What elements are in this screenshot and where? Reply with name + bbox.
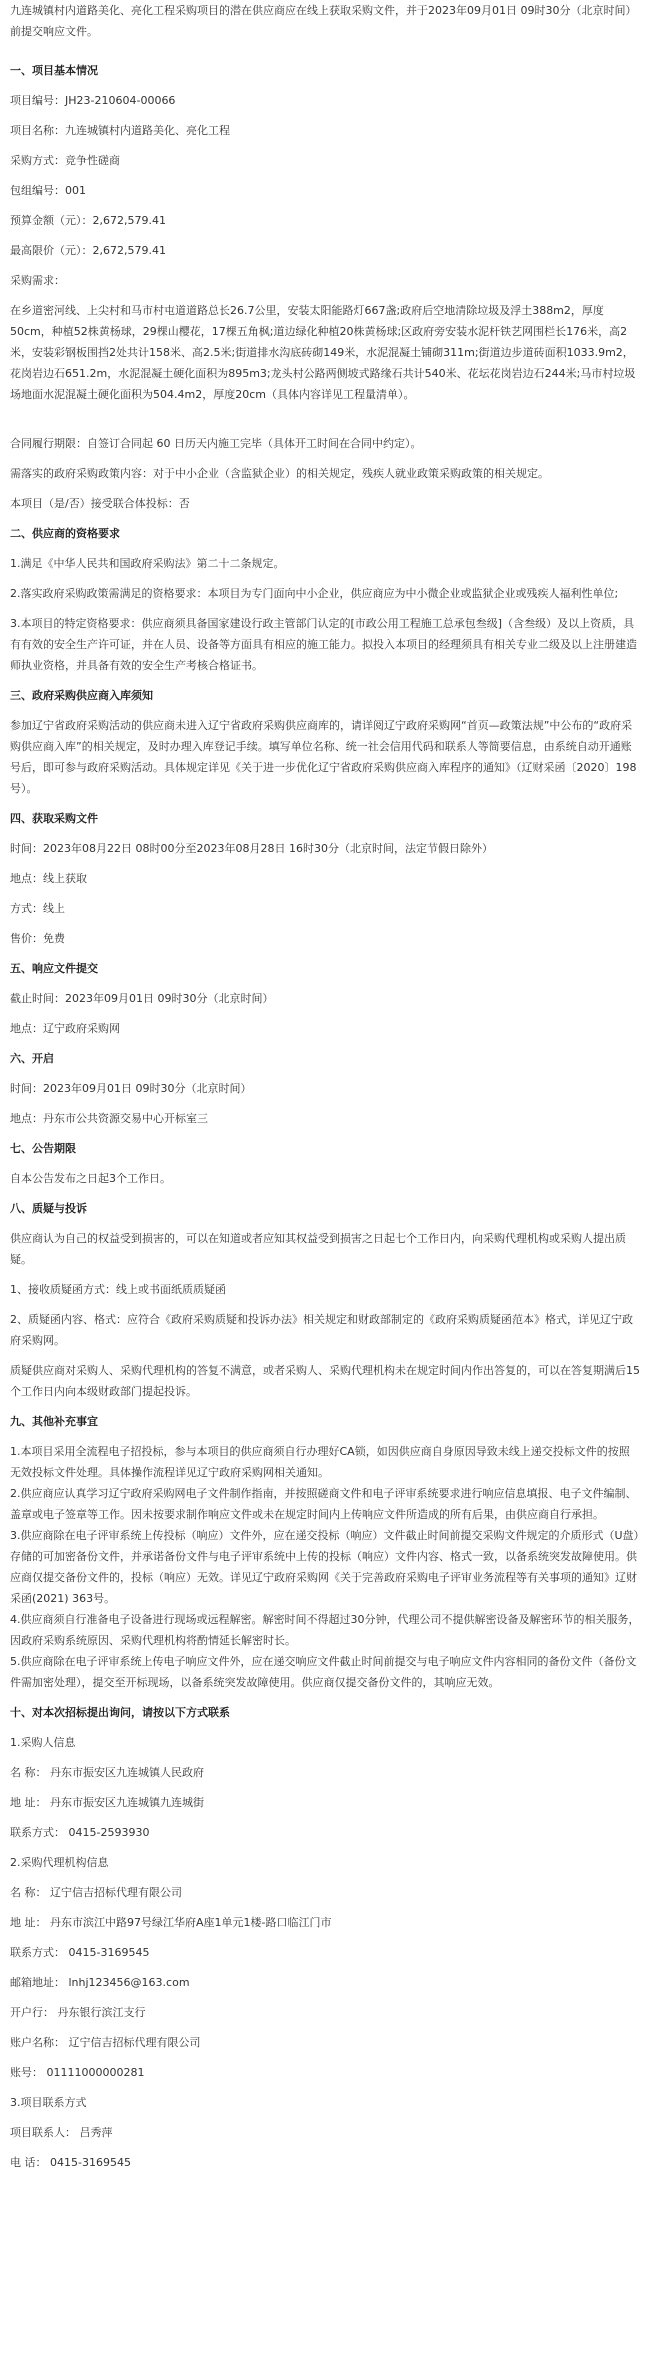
paragraph: 本项目（是/否）接受联合体投标：否 <box>10 497 190 510</box>
spacer <box>10 1351 640 1360</box>
paragraph: 售价：免费 <box>10 932 65 945</box>
spacer <box>10 1753 640 1762</box>
spacer <box>10 706 640 715</box>
spacer <box>10 1099 640 1108</box>
paragraph: 名 称： 丹东市振安区九连城镇人民政府 <box>10 1766 204 1779</box>
paragraph: 项目名称：九连城镇村内道路美化、亮化工程 <box>10 124 230 137</box>
spacer <box>10 1129 640 1138</box>
paragraph: 地点：辽宁政府采购网 <box>10 1022 120 1035</box>
spacer <box>10 1903 640 1912</box>
spacer <box>10 1159 640 1168</box>
spacer <box>10 171 640 180</box>
paragraph: 地 址： 丹东市振安区九连城镇九连城街 <box>10 1796 204 1809</box>
section-heading: 二、供应商的资格要求 <box>10 527 120 540</box>
spacer <box>10 889 640 898</box>
paragraph: 1.满足《中华人民共和国政府采购法》第二十二条规定。 <box>10 557 285 570</box>
spacer <box>10 1009 640 1018</box>
spacer <box>10 1813 640 1822</box>
paragraph: 时间：2023年09月01日 09时30分（北京时间） <box>10 1082 252 1095</box>
spacer <box>10 1723 640 1732</box>
section-heading: 五、响应文件提交 <box>10 962 98 975</box>
paragraph: 包组编号：001 <box>10 184 86 197</box>
spacer <box>10 2113 640 2122</box>
spacer <box>10 1189 640 1198</box>
paragraph: 联系方式： 0415-2593930 <box>10 1826 150 1839</box>
paragraph: 账户名称： 辽宁信吉招标代理有限公司 <box>10 2036 201 2049</box>
paragraph: 2.落实政府采购政策需满足的资格要求：本项目为专门面向中小企业，供应商应为中小微企业或监狱企业或残疾人福利性单位; <box>10 587 619 600</box>
spacer <box>10 454 640 463</box>
paragraph: 开户行： 丹东银行滨江支行 <box>10 2006 146 2019</box>
spacer <box>10 2023 640 2032</box>
spacer <box>10 1873 640 1882</box>
spacer <box>10 42 640 60</box>
paragraph: 最高限价（元）：2,672,579.41 <box>10 244 166 257</box>
paragraph: 5.供应商除在电子评审系统上传电子响应文件外，应在递交响应文件截止时间前提交与电子响应文件内容相同的备份文件（备份文件需加密处理），提交至开标现场，以备系统突发故障使用。供应商仅提交备份文件的，其响应无效。 <box>10 1655 637 1689</box>
paragraph: 1.采购人信息 <box>10 1736 76 1749</box>
spacer <box>10 1993 640 2002</box>
spacer <box>10 1219 640 1228</box>
spacer <box>10 405 640 433</box>
section-heading: 四、获取采购文件 <box>10 812 98 825</box>
spacer <box>10 1300 640 1309</box>
spacer <box>10 81 640 90</box>
spacer <box>10 1693 640 1702</box>
spacer <box>10 2053 640 2062</box>
paragraph: 自本公告发布之日起3个工作日。 <box>10 1172 171 1185</box>
paragraph: 时间：2023年08月22日 08时00分至2023年08月28日 16时30分（北京时间，法定节假日除外） <box>10 842 493 855</box>
paragraph: 地 址： 丹东市滨江中路97号绿江华府A座1单元1楼-路口临江门市 <box>10 1916 332 1929</box>
spacer <box>10 291 640 300</box>
paragraph: 合同履行期限：自签订合同起 60 日历天内施工完毕（具体开工时间在合同中约定）。 <box>10 437 422 450</box>
section-heading: 十、对本次招标提出询问，请按以下方式联系 <box>10 1706 230 1719</box>
paragraph: 项目联系人： 吕秀萍 <box>10 2126 113 2139</box>
paragraph: 供应商认为自己的权益受到损害的，可以在知道或者应知其权益受到损害之日起七个工作日内，向采购代理机构或采购人提出质疑。 <box>10 1232 626 1266</box>
spacer <box>10 1402 640 1411</box>
paragraph: 质疑供应商对采购人、采购代理机构的答复不满意，或者采购人、采购代理机构未在规定时间内作出答复的，可以在答复期满后15个工作日内向本级财政部门提起投诉。 <box>10 1364 640 1398</box>
spacer <box>10 1039 640 1048</box>
section-heading: 三、政府采购供应商入库须知 <box>10 689 153 702</box>
paragraph: 截止时间：2023年09月01日 09时30分（北京时间） <box>10 992 274 1005</box>
spacer <box>10 2083 640 2092</box>
spacer <box>10 514 640 523</box>
spacer <box>10 201 640 210</box>
spacer <box>10 799 640 808</box>
spacer <box>10 1933 640 1942</box>
paragraph: 账号： 01111000000281 <box>10 2066 145 2079</box>
paragraph: 4.供应商须自行准备电子设备进行现场或远程解密。解密时间不得超过30分钟，代理公司不提供解密设备及解密环节的相关服务，因政府采购系统原因、采购代理机构将酌情延长解密时长。 <box>10 1613 640 1647</box>
spacer <box>10 2143 640 2152</box>
spacer <box>10 1843 640 1852</box>
paragraph: 地点：丹东市公共资源交易中心开标室三 <box>10 1112 208 1125</box>
paragraph: 1.本项目采用全流程电子招投标，参与本项目的供应商须自行办理好CA锁，如因供应商自身原因导致未线上递交投标文件的按照无效投标文件处理。具体操作流程详见辽宁政府采购网相关通知。 <box>10 1445 630 1479</box>
spacer <box>10 604 640 613</box>
paragraph: 邮箱地址： lnhj123456@163.com <box>10 1976 190 1989</box>
spacer <box>10 231 640 240</box>
paragraph: 在乡道密河线、上尖村和马市村屯道道路总长26.7公里，安装太阳能路灯667盏;政府后空地清除垃圾及浮土388m2，厚度50cm，种植52株黄杨球，29棵山樱花，17棵五角枫;道边绿化种植20株黄杨球;区政府旁安装水泥杆铁艺网围栏长176米，高2米，安装彩钢板围挡2处共计158米、高2.5米;街道排水沟底砖砌149米，水泥混凝土铺砌311m;街道边步道砖面积1033.9m2，花岗岩边石651.2m，水泥混凝土硬化面积为895m3;龙头村公路两侧坡式路缘石共计540米、花坛花岗岩边石244米;马市村垃圾场地面水泥混凝土硬化面积为504.4m2，厚度20cm（具体内容详见工程量清单）。 <box>10 304 636 401</box>
paragraph: 项目编号：JH23-210604-00066 <box>10 94 176 107</box>
paragraph: 方式：线上 <box>10 902 65 915</box>
paragraph: 名 称： 辽宁信吉招标代理有限公司 <box>10 1886 182 1899</box>
spacer <box>10 1783 640 1792</box>
paragraph: 3.项目联系方式 <box>10 2096 87 2109</box>
paragraph: 地点：线上获取 <box>10 872 87 885</box>
spacer <box>10 979 640 988</box>
paragraph: 联系方式： 0415-3169545 <box>10 1946 150 1959</box>
paragraph: 参加辽宁省政府采购活动的供应商未进入辽宁省政府采购供应商库的，请详阅辽宁政府采购网“首页—政策法规”中公布的“政府采购供应商入库”的相关规定，及时办理入库登记手续。填写单位名称、统一社会信用代码和联系人等简要信息，由系统自动开通账号后，即可参与政府采购活动。具体规定详见《关于进一步优化辽宁省政府采购供应商入库程序的通知》（辽财采函〔2020〕198号）。 <box>10 719 637 795</box>
spacer <box>10 919 640 928</box>
spacer <box>10 484 640 493</box>
paragraph: 采购方式：竞争性磋商 <box>10 154 120 167</box>
spacer <box>10 141 640 150</box>
section-heading: 七、公告期限 <box>10 1142 76 1155</box>
paragraph: 采购需求： <box>10 274 65 287</box>
paragraph: 1、接收质疑函方式：线上或书面纸质质疑函 <box>10 1283 226 1296</box>
paragraph: 3.本项目的特定资格要求：供应商须具备国家建设行政主管部门认定的[市政公用工程施工总承包叁级]（含叁级）及以上资质，具有有效的安全生产许可证，并在人员、设备等方面具有相应的施工能力。拟投入本项目的经理须具有相关专业二级及以上注册建造师执业资格，并具备有效的安全生产考核合格证书。 <box>10 617 637 672</box>
paragraph: 2.采购代理机构信息 <box>10 1856 109 1869</box>
section-heading: 九、其他补充事宜 <box>10 1415 98 1428</box>
spacer <box>10 829 640 838</box>
spacer <box>10 261 640 270</box>
paragraph: 2.供应商应认真学习辽宁政府采购网电子文件制作指南，并按照磋商文件和电子评审系统要求进行响应信息填报、电子文件编制、盖章或电子签章等工作。因未按要求制作响应文件或未在规定时间内上传响应文件所造成的所有后果，由供应商自行承担。 <box>10 1487 637 1521</box>
spacer <box>10 1963 640 1972</box>
paragraph: 预算金额（元）：2,672,579.41 <box>10 214 166 227</box>
spacer <box>10 111 640 120</box>
spacer <box>10 1069 640 1078</box>
spacer <box>10 544 640 553</box>
section-heading: 一、项目基本情况 <box>10 64 98 77</box>
spacer <box>10 574 640 583</box>
spacer <box>10 949 640 958</box>
spacer <box>10 859 640 868</box>
paragraph: 电 话： 0415-3169545 <box>10 2156 131 2169</box>
section-heading: 八、质疑与投诉 <box>10 1202 87 1215</box>
section-heading: 六、开启 <box>10 1052 54 1065</box>
paragraph: 2、质疑函内容、格式：应符合《政府采购质疑和投诉办法》相关规定和财政部制定的《政府采购质疑函范本》格式，详见辽宁政府采购网。 <box>10 1313 633 1347</box>
paragraph: 3.供应商除在电子评审系统上传投标（响应）文件外，应在递交投标（响应）文件截止时间前提交采购文件规定的介质形式（U盘）存储的可加密备份文件，并承诺备份文件与电子评审系统中上传的投标（响应）文件内容、格式一致，以备系统突发故障使用。供应商仅提交备份文件的，投标（响应）无效。详见辽宁政府采购网《关于完善政府采购电子评审业务流程等有关事项的通知》辽财采函(2021) 363号。 <box>10 1529 640 1605</box>
spacer <box>10 1432 640 1441</box>
spacer <box>10 1270 640 1279</box>
paragraph: 需落实的政府采购政策内容：对于中小企业（含监狱企业）的相关规定，残疾人就业政策采购政策的相关规定。 <box>10 467 549 480</box>
spacer <box>10 676 640 685</box>
paragraph: 九连城镇村内道路美化、亮化工程采购项目的潜在供应商应在线上获取采购文件，并于2023年09月01日 09时30分（北京时间）前提交响应文件。 <box>10 4 637 38</box>
